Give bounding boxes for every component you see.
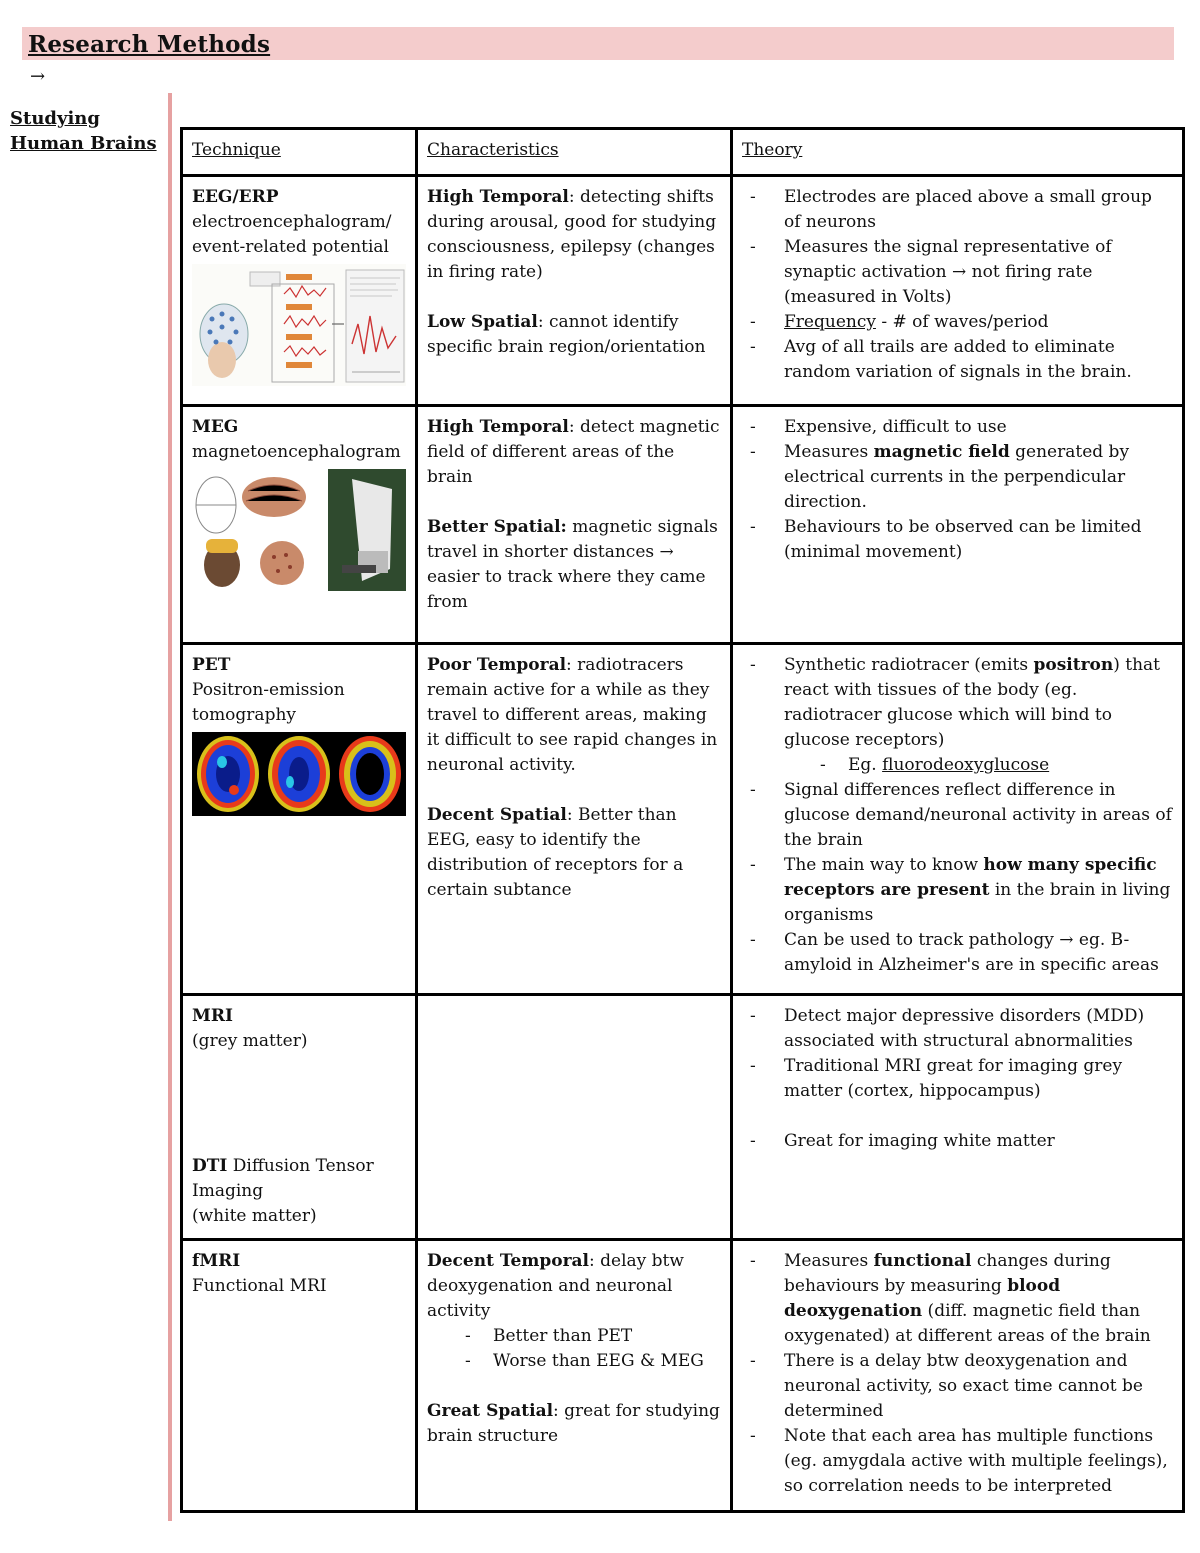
list-item: - Behaviours to be observed can be limited (minimal movement): [742, 515, 1172, 565]
technique-cell-mri: [182, 995, 417, 1240]
spatial-note: Great Spatial: great for studying brain structure: [427, 1401, 720, 1446]
table-row-eeg: [182, 176, 1184, 406]
side-heading: [10, 106, 160, 156]
table-row-fmri: [182, 1240, 1184, 1512]
list-item: - Worse than EEG & MEG: [457, 1349, 720, 1374]
theory-sublist: [812, 753, 1172, 778]
meg-figure-image: [192, 469, 405, 591]
theory-cell-fmri: [732, 1240, 1184, 1512]
side-heading-line2: Human Brains: [10, 133, 157, 154]
header-cell-theory: Theory: [732, 129, 1184, 176]
technique-desc: Functional MRI: [192, 1276, 327, 1296]
technique-cell-fmri: [182, 1240, 417, 1512]
technique-cell-eeg: [182, 176, 417, 406]
temporal-note: High Temporal: detecting shifts during arousal, good for studying consciousness, epilepsy (changes in firing rate): [427, 187, 717, 282]
pet-scan-image: [192, 732, 405, 816]
technique-desc: electroencephalogram/: [192, 212, 392, 232]
methods-table: [180, 127, 1185, 1513]
spatial-note: Decent Spatial: Better than EEG, easy to identify the distribution of receptors for a certain subtance: [427, 805, 684, 900]
list-item: - Synthetic radiotracer (emits positron) that react with tissues of the body (eg. radiotracer glucose which will bind to glucose receptors): [742, 653, 1172, 753]
list-item: - Signal differences reflect difference in glucose demand/neuronal activity in areas of the brain: [742, 778, 1172, 853]
technique-desc: Positron-emission tomography: [192, 680, 345, 725]
list-item: - Can be used to track pathology → eg. B-amyloid in Alzheimer's are in specific areas: [742, 928, 1172, 978]
list-item: - Avg of all trails are added to eliminate random variation of signals in the brain.: [742, 335, 1172, 385]
list-item: - Traditional MRI great for imaging grey matter (cortex, hippocampus): [742, 1054, 1172, 1104]
technique-name: fMRI: [192, 1251, 241, 1271]
list-item: - Measures functional changes during behaviours by measuring blood deoxygenation (diff. magnetic field than oxygenated) at different areas of the brain: [742, 1249, 1172, 1349]
list-item: - Measures the signal representative of synaptic activation → not firing rate (measured in Volts): [742, 235, 1172, 310]
arrow-glyph: →: [30, 66, 46, 87]
spatial-note: Better Spatial: magnetic signals travel in shorter distances → easier to track where they came from: [427, 517, 718, 612]
list-item: - Detect major depressive disorders (MDD) associated with structural abnormalities: [742, 1004, 1172, 1054]
list-item: - Expensive, difficult to use: [742, 415, 1172, 440]
list-item: - The main way to know how many specific receptors are present in the brain in living organisms: [742, 853, 1172, 928]
theory-list: [742, 415, 1172, 565]
theory-list: [742, 778, 1172, 978]
list-item: - Note that each area has multiple functions (eg. amygdala active with multiple feelings), so correlation needs to be interpreted: [742, 1424, 1172, 1499]
theory-list: [742, 1249, 1172, 1499]
characteristics-cell-eeg: [417, 176, 732, 406]
title-bar: [22, 27, 1174, 60]
table-header-row: [182, 129, 1184, 176]
technique-cell-pet: [182, 644, 417, 995]
technique-desc: event-related potential: [192, 237, 389, 257]
side-heading-line1: Studying: [10, 108, 100, 129]
list-item: - Frequency - # of waves/period: [742, 310, 1172, 335]
header-cell-technique: Technique: [182, 129, 417, 176]
theory-list: [742, 1004, 1172, 1104]
technique-desc: magnetoencephalogram: [192, 442, 401, 462]
temporal-note: High Temporal: detect magnetic field of different areas of the brain: [427, 417, 720, 487]
technique-name: MRI: [192, 1006, 233, 1026]
dti-sub: (white matter): [192, 1206, 317, 1226]
list-item: - There is a delay btw deoxygenation and neuronal activity, so exact time cannot be determined: [742, 1349, 1172, 1424]
dti-label: DTI Diffusion Tensor Imaging: [192, 1156, 374, 1201]
list-item: - Measures magnetic field generated by electrical currents in the perpendicular direction.: [742, 440, 1172, 515]
theory-cell-meg: [732, 406, 1184, 644]
theory-list: [742, 653, 1172, 753]
theory-cell-pet: [732, 644, 1184, 995]
technique-name: EEG/ERP: [192, 187, 279, 207]
page-title: Research Methods: [28, 31, 271, 58]
technique-cell-meg: [182, 406, 417, 644]
technique-name: PET: [192, 655, 231, 675]
table-row-meg: [182, 406, 1184, 644]
table-row-mri: [182, 995, 1184, 1240]
temporal-note: Poor Temporal: radiotracers remain active for a while as they travel to different areas, making it difficult to see rapid changes in neuronal activity.: [427, 655, 718, 775]
list-item: - Great for imaging white matter: [742, 1129, 1172, 1154]
side-rule: [168, 93, 172, 1521]
eeg-figure-image: [192, 264, 405, 386]
characteristics-cell-fmri: [417, 1240, 732, 1512]
theory-list: [742, 185, 1172, 385]
characteristics-cell-pet: [417, 644, 732, 995]
temporal-note: Decent Temporal: delay btw deoxygenation and neuronal activity: [427, 1251, 684, 1321]
characteristics-cell-meg: [417, 406, 732, 644]
spatial-note: Low Spatial: cannot identify specific brain region/orientation: [427, 312, 706, 357]
technique-desc: (grey matter): [192, 1031, 308, 1051]
theory-cell-mri: [732, 995, 1184, 1240]
header-cell-characteristics: Characteristics: [417, 129, 732, 176]
characteristics-cell-mri: [417, 995, 732, 1240]
technique-name: MEG: [192, 417, 239, 437]
list-item: - Better than PET: [457, 1324, 720, 1349]
theory-cell-eeg: [732, 176, 1184, 406]
list-item: - Electrodes are placed above a small group of neurons: [742, 185, 1172, 235]
list-item: - Eg. fluorodeoxyglucose: [812, 753, 1172, 778]
theory-list: [742, 1129, 1172, 1154]
temporal-sublist: [457, 1324, 720, 1374]
table-row-pet: [182, 644, 1184, 995]
